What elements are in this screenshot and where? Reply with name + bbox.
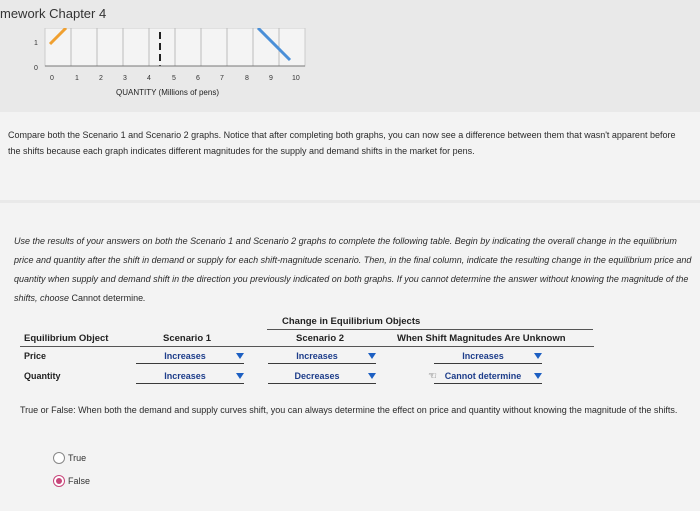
select-value: Increases <box>164 371 206 381</box>
instructions-text: Use the results of your answers on both the Scenario 1 and Scenario 2 graphs to complete the following table. Begin by indicating the overall change in the equilibrium price and quantity after the shift in demand or supply for each shift-magnitude scenario. Then, in the final column, indicate the resulting change in the equilibrium price and quantity when supply and demand shift in the direction you previously indicated on both graphs. If you cannot determine the answer without knowing the magnitude of the shifts, choose <box>14 236 692 303</box>
col-header-unknown: When Shift Magnitudes Are Unknown <box>397 333 566 344</box>
compare-paragraph: Compare both the Scenario 1 and Scenario 2 graphs. Notice that after completing both graphs, you can now see a difference between them that wasn't apparent before the shifts because each graph indicates different magnitudes for the supply and demand shifts in the market for pens. <box>8 130 676 156</box>
group-header-rule <box>267 329 593 330</box>
row-label-quantity: Quantity <box>24 371 61 381</box>
x-tick-label: 3 <box>123 75 127 82</box>
partial-graphs <box>0 28 700 108</box>
x-tick-label: 5 <box>172 75 176 82</box>
y-tick-label: 1 <box>34 40 38 47</box>
x-tick-label: 8 <box>245 75 249 82</box>
instructions-end: . <box>143 293 146 303</box>
graph-grid <box>45 28 305 66</box>
x-tick-label: 6 <box>196 75 200 82</box>
x-tick-label: 9 <box>269 75 273 82</box>
x-tick-label: 0 <box>50 75 54 82</box>
x-tick-label: 1 <box>75 75 79 82</box>
graph-area <box>0 28 700 108</box>
false-radio-label[interactable]: False <box>68 476 91 486</box>
header-rule <box>20 346 594 347</box>
x-tick-label: 2 <box>99 75 103 82</box>
price-unknown-select[interactable] <box>434 349 542 364</box>
x-tick-label: 10 <box>292 75 300 82</box>
x-tick-label: 4 <box>147 75 151 82</box>
chevron-down-icon <box>368 353 376 359</box>
true-false-question: True or False: When both the demand and supply curves shift, you can always determine the effect on price and quantity without knowing the magnitude of the shifts. <box>20 405 678 415</box>
select-value: Decreases <box>294 371 340 381</box>
select-value: Increases <box>164 351 206 361</box>
y-tick-label: 0 <box>34 65 38 72</box>
col-header-object: Equilibrium Object <box>24 333 109 344</box>
price-scenario-1-select[interactable] <box>136 349 244 364</box>
row-label-price: Price <box>24 351 47 361</box>
select-value: Increases <box>296 351 338 361</box>
page-title: mework Chapter 4 <box>0 6 107 21</box>
true-radio[interactable] <box>53 452 65 464</box>
col-header-scenario-1: Scenario 1 <box>163 333 212 344</box>
instructions-emphasis: Cannot determine <box>71 293 144 303</box>
chevron-down-icon <box>534 373 542 379</box>
chevron-down-icon <box>368 373 376 379</box>
quantity-unknown-select[interactable] <box>428 369 542 384</box>
chevron-down-icon <box>236 353 244 359</box>
quantity-scenario-1-select[interactable] <box>136 369 244 384</box>
select-value: Increases <box>462 351 504 361</box>
table-group-header: Change in Equilibrium Objects <box>282 316 421 327</box>
select-value: Cannot determine <box>444 371 522 381</box>
chevron-down-icon <box>534 353 542 359</box>
quantity-scenario-2-select[interactable] <box>268 369 376 384</box>
x-tick-label: 7 <box>220 75 224 82</box>
chevron-down-icon <box>236 373 244 379</box>
col-header-scenario-2: Scenario 2 <box>296 333 345 344</box>
false-radio[interactable] <box>53 475 65 487</box>
price-scenario-2-select[interactable] <box>268 349 376 364</box>
true-radio-label[interactable]: True <box>68 453 87 463</box>
x-axis-label: QUANTITY (Millions of pens) <box>116 88 219 97</box>
instructions-paragraph <box>14 232 698 308</box>
pointer-cursor-icon: ☜ <box>428 371 437 382</box>
